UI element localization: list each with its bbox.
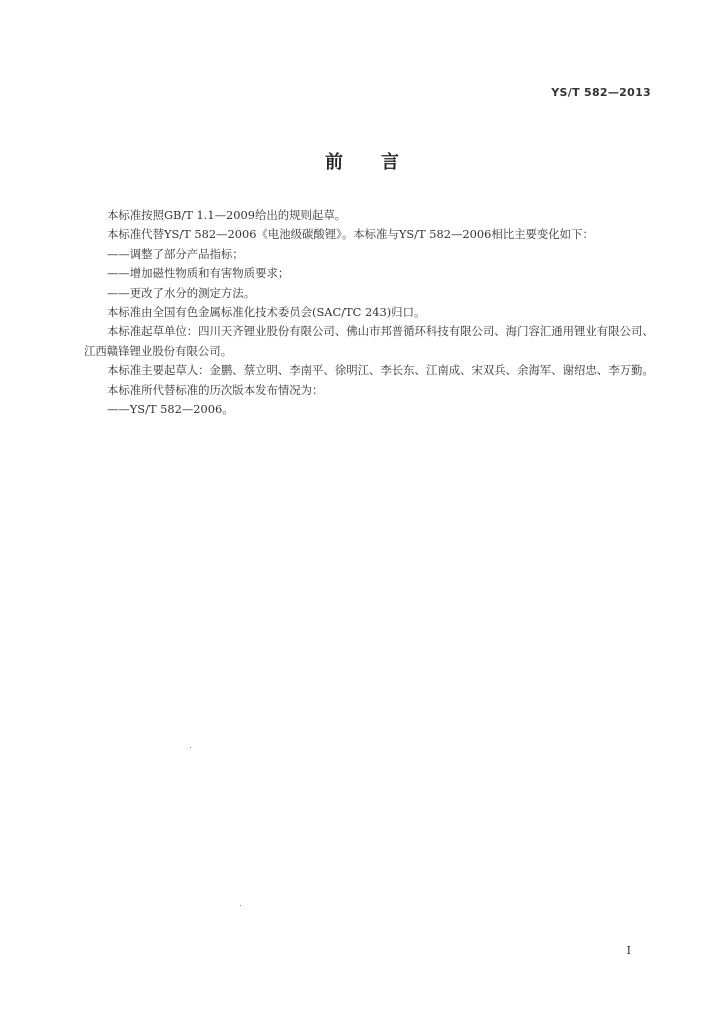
- paragraph-committee: 本标准由全国有色金属标准化技术委员会(SAC/TC 243)归口。: [107, 305, 426, 320]
- paragraph-drafters: 本标准主要起草人：金鹏、蔡立明、李南平、徐明江、李长东、江南成、宋双兵、余海军、谢绍忠、李万勤。: [107, 363, 654, 378]
- change-item-indicators: ——调整了部分产品指标；: [107, 246, 244, 261]
- page-number: I: [626, 944, 631, 957]
- page-title: 前言: [325, 152, 437, 173]
- standard-code: YS/T 582—2013: [551, 86, 651, 99]
- change-item-magnetic: ——增加磁性物质和有害物质要求；: [107, 266, 290, 281]
- paragraph-drafting-rules: 本标准按照GB/T 1.1—2009给出的规则起草。: [107, 208, 347, 222]
- foreword-body: [84, 206, 660, 419]
- paragraph-replaces: 本标准代替YS/T 582—2006《电池级碳酸锂》。本标准与YS/T 582—2006相比主要变化如下：: [107, 227, 594, 242]
- history-item-2006: ——YS/T 582—2006。: [107, 402, 234, 417]
- paragraph-drafting-units: 本标准起草单位：四川天齐锂业股份有限公司、佛山市邦普循环科技有限公司、海门容汇通用锂业有限公司、江西赣锋锂业股份有限公司。: [84, 324, 654, 358]
- paragraph-history-intro: 本标准所代替标准的历次版本发布情况为：: [107, 382, 324, 397]
- scan-speck: [190, 747, 191, 748]
- change-item-moisture: ——更改了水分的测定方法。: [107, 285, 256, 300]
- scan-speck: [240, 905, 241, 906]
